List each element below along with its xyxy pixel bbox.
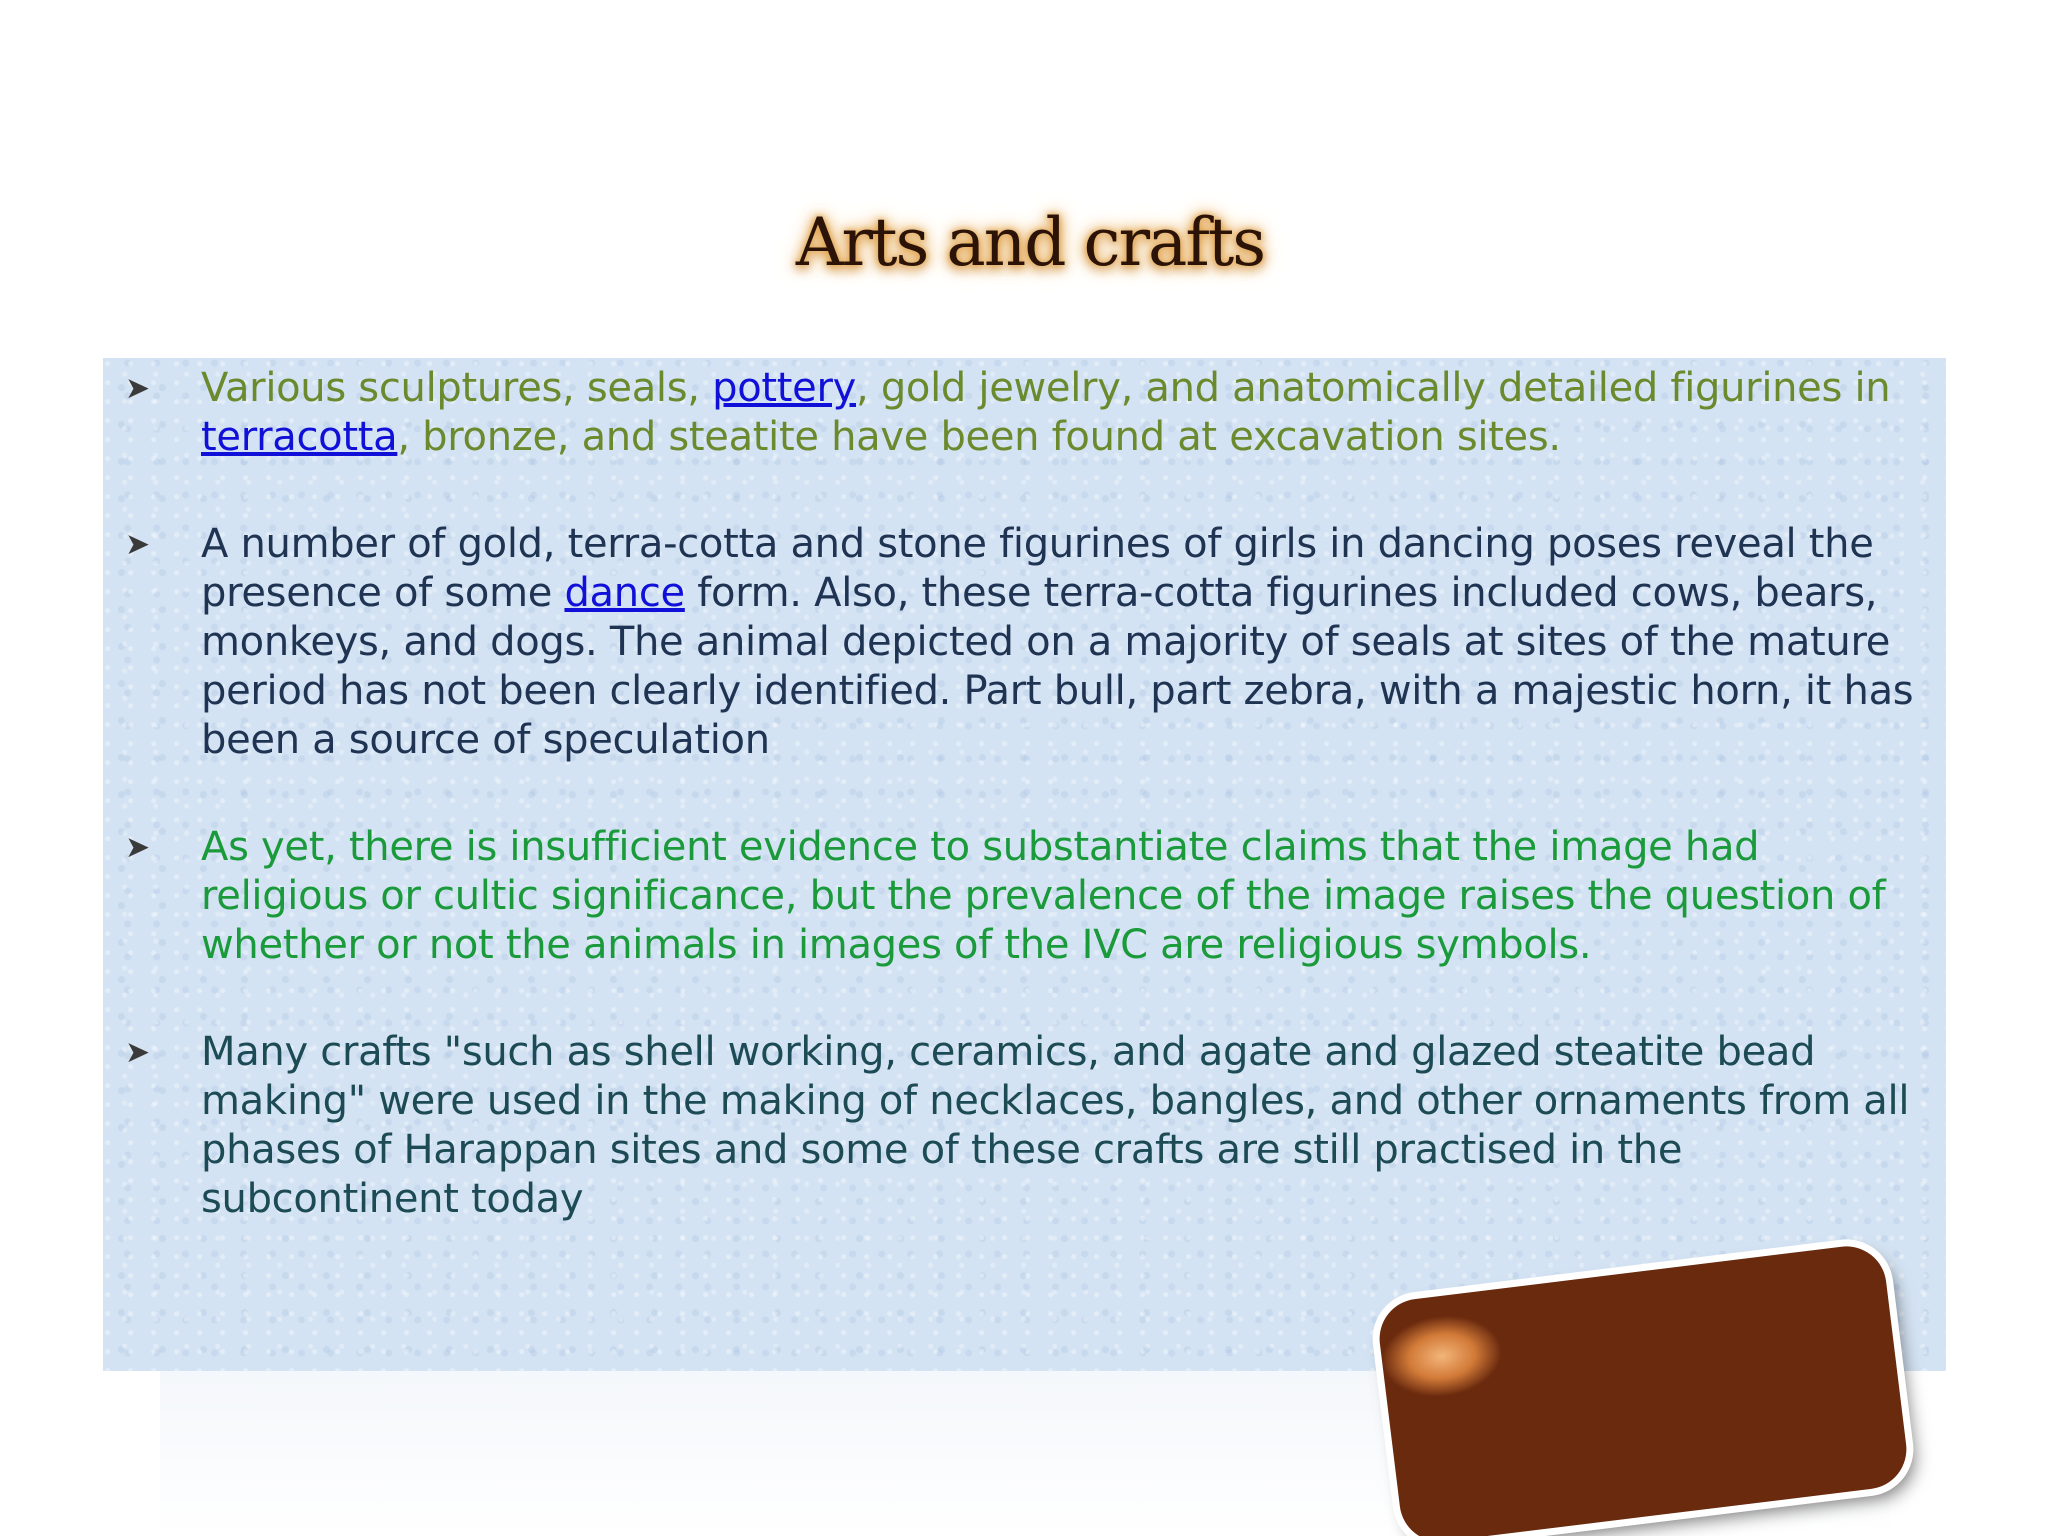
arrowhead-bullet-icon: ➤ xyxy=(125,1035,150,1070)
bullet-text: A number of gold, terra-cotta and stone figurines of girls in dancing poses reveal the presence of some dance form. Also, these terra-cotta figurines included cows, bears, monkeys, and dogs. The animal depicted on a majority of seals at sites of the mature period has not been clearly identified. Part bull, part zebra, with a majestic horn, it has been a source of speculation xyxy=(201,521,1914,763)
bullet-text: Various sculptures, seals, pottery, gold jewelry, and anatomically detailed figurines in terracotta, bronze, and steatite have been found at excavation sites. xyxy=(201,365,1891,460)
arrowhead-bullet-icon: ➤ xyxy=(125,371,150,406)
arrowhead-bullet-icon: ➤ xyxy=(125,527,150,562)
slide-title: Arts and crafts xyxy=(795,204,1265,281)
bullet-text: As yet, there is insufficient evidence to substantiate claims that the image had religious or cultic significance, but the prevalence of the image raises the question of whether or not the animals in images of the IVC are religious symbols. xyxy=(201,824,1886,968)
bullet-text: Many crafts "such as shell working, ceramics, and agate and glazed steatite bead making" were used in the making of necklaces, bangles, and other ornaments from all phases of Harappan sites and some of these crafts are still practised in the subcontinent today xyxy=(201,1029,1910,1222)
bullet-item xyxy=(125,823,1935,970)
arrowhead-bullet-icon: ➤ xyxy=(125,830,150,865)
link-pottery[interactable]: pottery xyxy=(712,365,856,411)
bullet-list xyxy=(125,364,1935,1282)
link-dance[interactable]: dance xyxy=(564,570,685,616)
bullet-item xyxy=(125,520,1935,765)
link-terracotta[interactable]: terracotta xyxy=(201,414,398,460)
bullet-item xyxy=(125,1028,1935,1224)
bullet-item xyxy=(125,364,1935,462)
